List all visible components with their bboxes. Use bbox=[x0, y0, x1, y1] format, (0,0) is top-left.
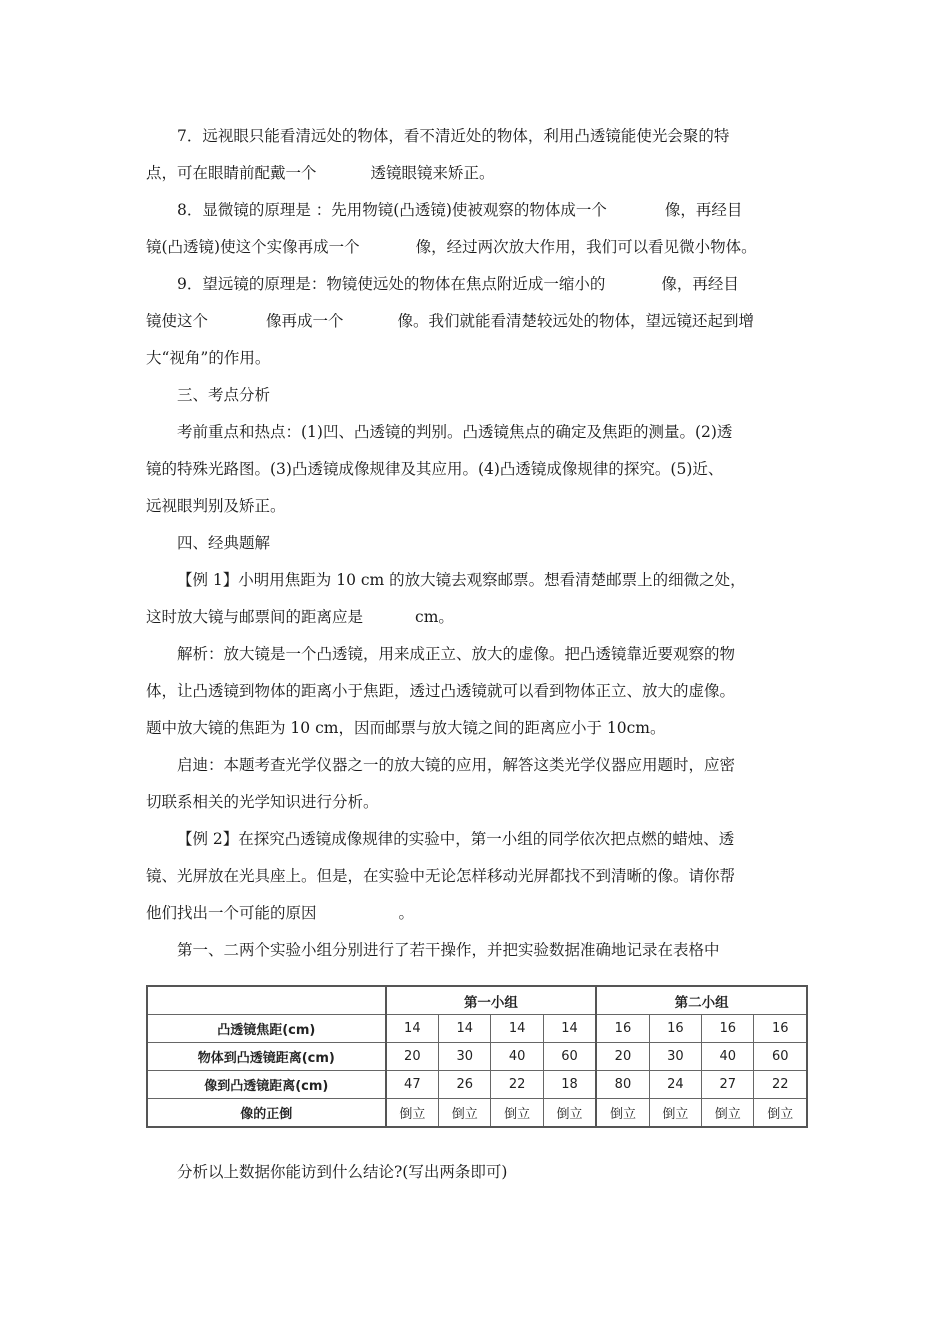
table-cell: 倒立 bbox=[596, 1099, 649, 1128]
text-segment: 这时放大镜与邮票间的距离应是 bbox=[146, 608, 364, 626]
text-line: 启迪：本题考查光学仪器之一的放大镜的应用，解答这类光学仪器应用题时，应密 bbox=[177, 756, 736, 774]
text-segment: 像，经过两次放大作用，我们可以看见微小物体。 bbox=[415, 238, 757, 256]
table-cell: 16 bbox=[702, 1015, 754, 1043]
text-segment: 点，可在眼睛前配戴一个 bbox=[146, 164, 317, 182]
table-cell: 47 bbox=[386, 1071, 439, 1099]
text-line: 体，让凸透镜到物体的距离小于焦距，透过凸透镜就可以看到物体正立、放大的虚像。 bbox=[146, 682, 736, 700]
section-heading: 四、经典题解 bbox=[177, 534, 271, 552]
table-row bbox=[147, 1043, 807, 1071]
text-segment: 8．显微镜的原理是 ：先用物镜(凸透镜)使被观察的物体成一个 bbox=[177, 201, 607, 219]
table-cell: 40 bbox=[491, 1043, 543, 1071]
example-1-hint bbox=[146, 747, 810, 821]
text-line: 题中放大镜的焦距为 10 cm，因而邮票与放大镜之间的距离应小于 10cm。 bbox=[146, 719, 666, 737]
text-line: 7．远视眼只能看清远处的物体，看不清近处的物体，利用凸透镜能使光会聚的特 bbox=[177, 127, 730, 145]
table-cell: 60 bbox=[754, 1043, 807, 1071]
table-cell: 14 bbox=[439, 1015, 491, 1043]
row-label: 像到凸透镜距离(cm) bbox=[147, 1071, 386, 1099]
example-2 bbox=[146, 821, 810, 932]
table-cell: 倒立 bbox=[439, 1099, 491, 1128]
example-1 bbox=[146, 562, 810, 636]
table-cell: 14 bbox=[543, 1015, 596, 1043]
row-label: 像的正倒 bbox=[147, 1099, 386, 1128]
table-cell: 60 bbox=[543, 1043, 596, 1071]
table-cell: 80 bbox=[596, 1071, 649, 1099]
table-cell: 倒立 bbox=[702, 1099, 754, 1128]
text-line: 【例 2】在探究凸透镜成像规律的实验中，第一小组的同学依次把点燃的蜡烛、透 bbox=[177, 830, 735, 848]
text-line: 解析：放大镜是一个凸透镜，用来成正立、放大的虚像。把凸透镜靠近要观察的物 bbox=[177, 645, 736, 663]
text-line: 大“视角”的作用。 bbox=[146, 349, 271, 367]
row-label: 物体到凸透镜距离(cm) bbox=[147, 1043, 386, 1071]
row-label: 凸透镜焦距(cm) bbox=[147, 1015, 386, 1043]
text-line: 考前重点和热点：(1)凹、凸透镜的判别。凸透镜焦点的确定及焦距的测量。(2)透 bbox=[177, 423, 733, 441]
text-segment: 像，再经目 bbox=[661, 275, 739, 293]
question-line: 分析以上数据你能访到什么结论?(写出两条即可) bbox=[177, 1163, 508, 1181]
exam-focus bbox=[146, 414, 810, 525]
text-segment: 镜(凸透镜)使这个实像再成一个 bbox=[146, 238, 360, 256]
table-cell: 40 bbox=[702, 1043, 754, 1071]
text-segment: 9．望远镜的原理是：物镜使远处的物体在焦点附近成一缩小的 bbox=[177, 275, 606, 293]
table-cell: 倒立 bbox=[491, 1099, 543, 1128]
text-segment: 他们找出一个可能的原因 bbox=[146, 904, 317, 922]
table-corner-cell bbox=[147, 986, 386, 1015]
text-segment: 镜使这个 bbox=[146, 312, 209, 330]
table-cell: 30 bbox=[439, 1043, 491, 1071]
table-cell: 倒立 bbox=[543, 1099, 596, 1128]
table-cell: 18 bbox=[543, 1071, 596, 1099]
table-cell: 14 bbox=[491, 1015, 543, 1043]
table-cell: 24 bbox=[649, 1071, 701, 1099]
table-cell: 27 bbox=[702, 1071, 754, 1099]
item-9-telescope bbox=[146, 266, 810, 377]
table-cell: 20 bbox=[386, 1043, 439, 1071]
table-row bbox=[147, 1071, 807, 1099]
table-cell: 倒立 bbox=[649, 1099, 701, 1128]
table-cell: 14 bbox=[386, 1015, 439, 1043]
table-cell: 22 bbox=[491, 1071, 543, 1099]
item-7-farsighted bbox=[146, 118, 810, 192]
section-heading: 三、考点分析 bbox=[177, 386, 271, 404]
table-header-row bbox=[147, 986, 807, 1015]
text-segment: 像。我们就能看清楚较远处的物体，望远镜还起到增 bbox=[397, 312, 755, 330]
text-line: 镜、光屏放在光具座上。但是，在实验中无论怎样移动光屏都找不到清晰的像。请你帮 bbox=[146, 867, 736, 885]
table-cell: 16 bbox=[649, 1015, 701, 1043]
text-line: 远视眼判别及矫正。 bbox=[146, 497, 286, 515]
table-cell: 22 bbox=[754, 1071, 807, 1099]
text-line: 镜的特殊光路图。(3)凸透镜成像规律及其应用。(4)凸透镜成像规律的探究。(5)近、 bbox=[146, 460, 724, 478]
text-segment: 像，再经目 bbox=[664, 201, 743, 219]
text-line: 第一、二两个实验小组分别进行了若干操作，并把实验数据准确地记录在表格中 bbox=[177, 941, 720, 959]
text-line: 切联系相关的光学知识进行分析。 bbox=[146, 793, 379, 811]
text-segment: 。 bbox=[398, 904, 415, 922]
table-row bbox=[147, 1015, 807, 1043]
table-cell: 26 bbox=[439, 1071, 491, 1099]
table-cell: 倒立 bbox=[754, 1099, 807, 1128]
table-cell: 倒立 bbox=[386, 1099, 439, 1128]
text-segment: 像再成一个 bbox=[266, 312, 344, 330]
text-line: 【例 1】小明用焦距为 10 cm 的放大镜去观察邮票。想看清楚邮票上的细微之处， bbox=[177, 571, 746, 589]
table-cell: 16 bbox=[754, 1015, 807, 1043]
table-cell: 20 bbox=[596, 1043, 649, 1071]
table-cell: 30 bbox=[649, 1043, 701, 1071]
table-row bbox=[147, 1099, 807, 1128]
text-segment: cm。 bbox=[415, 608, 454, 626]
table-cell: 16 bbox=[596, 1015, 649, 1043]
experiment-data-table bbox=[146, 985, 808, 1128]
group-2-header: 第二小组 bbox=[596, 986, 807, 1015]
text-segment: 透镜眼镜来矫正。 bbox=[370, 164, 495, 182]
item-8-microscope bbox=[146, 192, 810, 266]
group-1-header: 第一小组 bbox=[386, 986, 597, 1015]
example-1-analysis bbox=[146, 636, 810, 747]
